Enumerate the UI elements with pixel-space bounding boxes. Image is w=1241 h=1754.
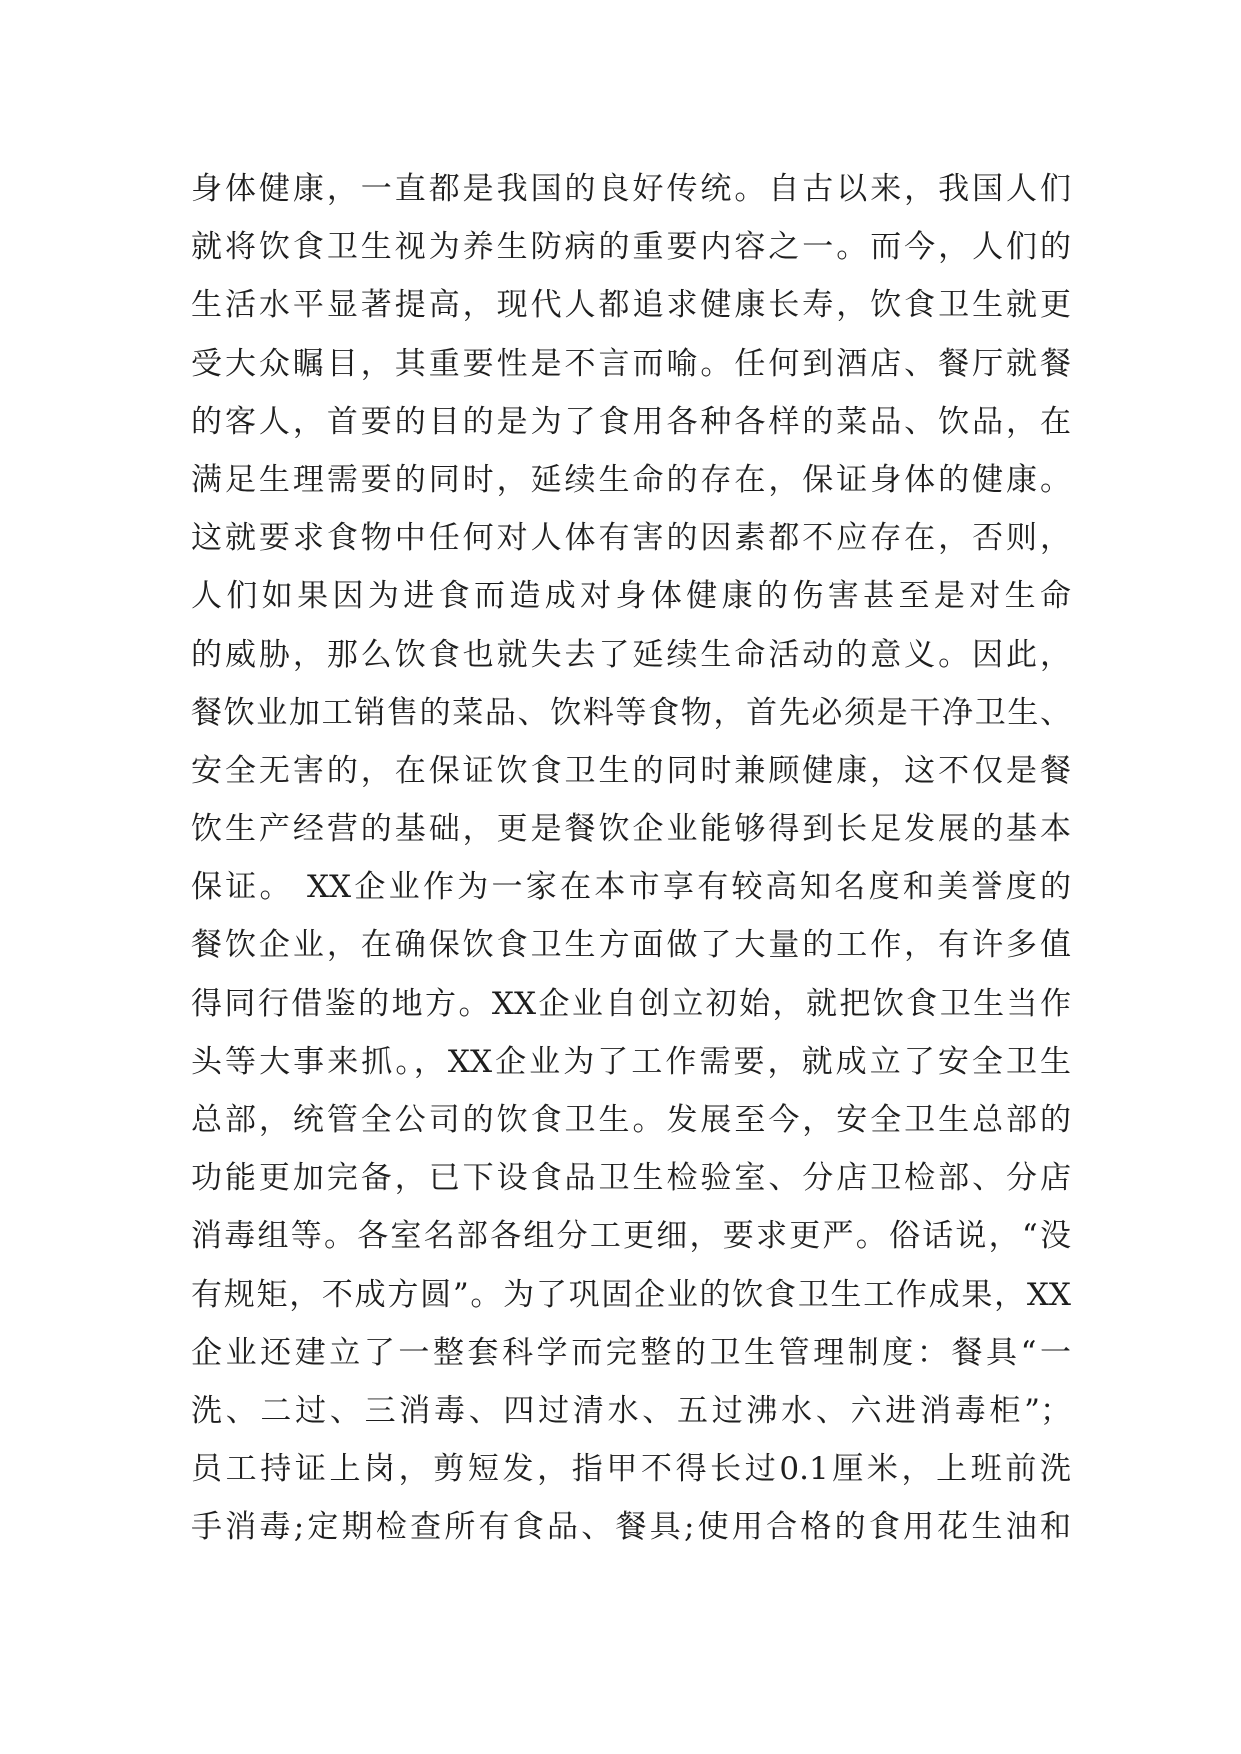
text-line-15: 得同行借鉴的地方。XX企业自创立初始，就把饮食卫生当作 (191, 985, 1071, 1022)
text-line-4: 受大众瞩目，其重要性是不言而喻。任何到酒店、餐厅就餐 (191, 345, 1071, 382)
body-text (191, 160, 1071, 1557)
text-line-14: 餐饮企业，在确保饮食卫生方面做了大量的工作，有许多值 (191, 927, 1071, 964)
text-line-3: 生活水平显著提高，现代人都追求健康长寿，饮食卫生就更 (191, 287, 1071, 324)
text-line-10: 餐饮业加工销售的菜品、饮料等食物，首先必须是干净卫生、 (191, 694, 1071, 731)
text-line-24: 手消毒;定期检查所有食品、餐具;使用合格的食用花生油和 (191, 1509, 1071, 1546)
text-line-11: 安全无害的，在保证饮食卫生的同时兼顾健康，这不仅是餐 (191, 752, 1071, 789)
text-line-18: 功能更加完备，已下设食品卫生检验室、分店卫检部、分店 (191, 1160, 1071, 1197)
text-line-6: 满足生理需要的同时，延续生命的存在，保证身体的健康。 (191, 461, 1071, 498)
text-line-20: 有规矩，不成方圆”。为了巩固企业的饮食卫生工作成果，XX (191, 1276, 1071, 1313)
text-line-19: 消毒组等。各室名部各组分工更细，要求更严。俗话说，“没 (191, 1218, 1071, 1255)
text-line-5: 的客人，首要的目的是为了食用各种各样的菜品、饮品，在 (191, 403, 1071, 440)
text-line-22: 洗、二过、三消毒、四过清水、五过沸水、六进消毒柜”； (191, 1392, 1071, 1429)
text-line-2: 就将饮食卫生视为养生防病的重要内容之一。而今，人们的 (191, 229, 1071, 266)
text-line-23: 员工持证上岗，剪短发，指甲不得长过0.1厘米，上班前洗 (191, 1451, 1071, 1488)
text-line-17: 总部，统管全公司的饮食卫生。发展至今，安全卫生总部的 (191, 1102, 1071, 1138)
text-line-9: 的威胁，那么饮食也就失去了延续生命活动的意义。因此， (191, 636, 1071, 673)
text-line-12: 饮生产经营的基础，更是餐饮企业能够得到长足发展的基本 (191, 811, 1071, 848)
text-line-21: 企业还建立了一整套科学而完整的卫生管理制度：餐具“一 (191, 1334, 1071, 1371)
text-line-16: 头等大事来抓。，XX企业为了工作需要，就成立了安全卫生 (191, 1043, 1071, 1080)
text-line-1: 身体健康，一直都是我国的良好传统。自古以来，我国人们 (191, 171, 1071, 207)
text-line-13: 保证。 XX企业作为一家在本市享有较高知名度和美誉度的 (191, 869, 1071, 906)
text-line-8: 人们如果因为进食而造成对身体健康的伤害甚至是对生命 (191, 578, 1071, 615)
text-line-7: 这就要求食物中任何对人体有害的因素都不应存在，否则， (191, 520, 1071, 557)
